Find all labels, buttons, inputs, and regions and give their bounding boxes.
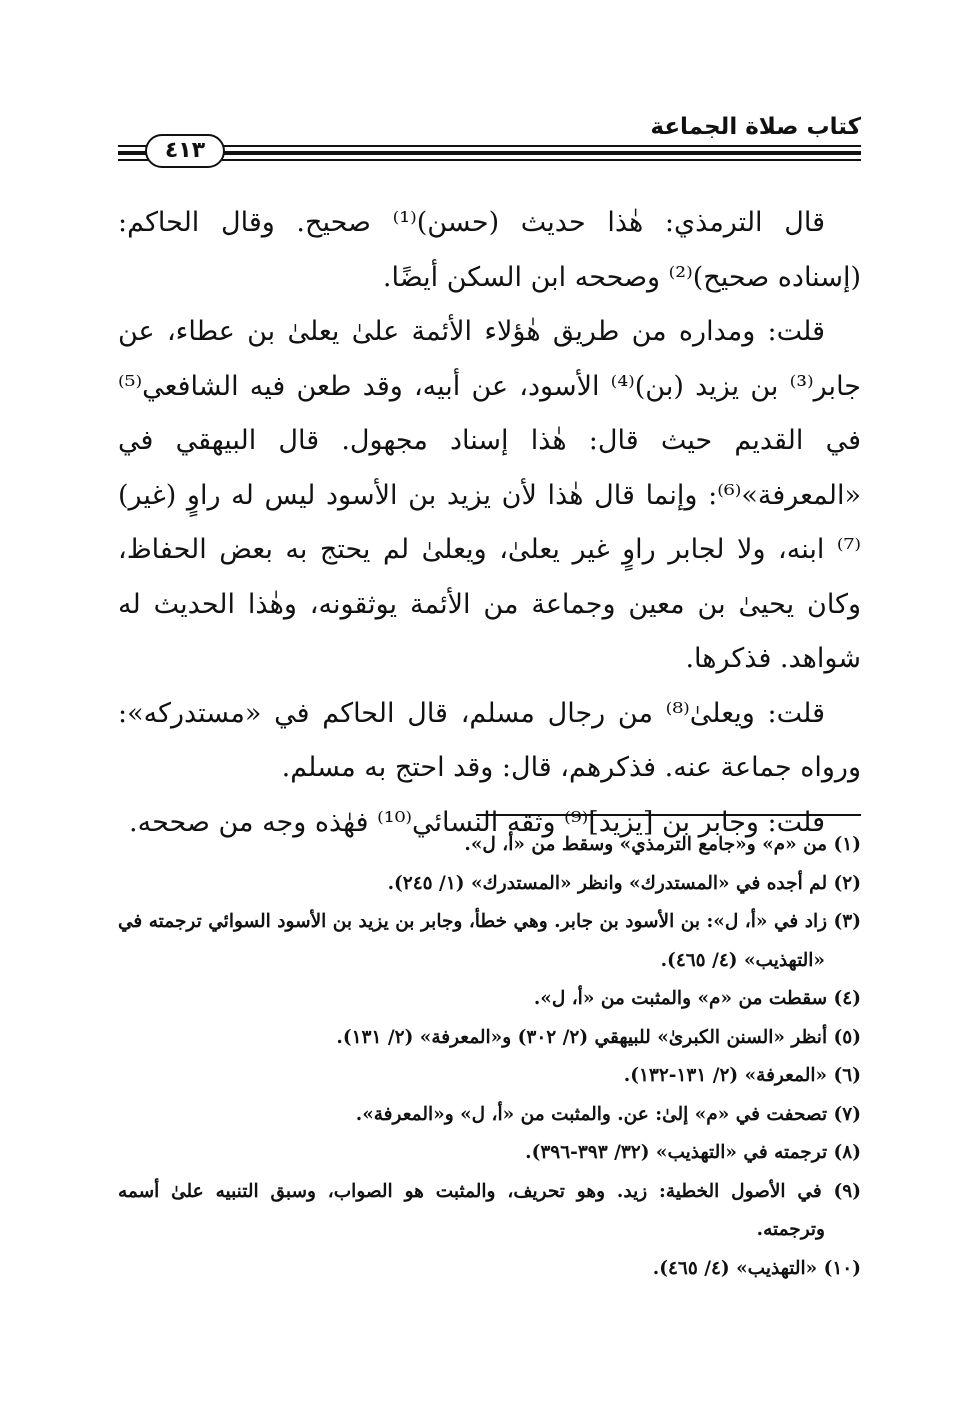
header-rule-top — [118, 145, 861, 147]
main-text — [118, 196, 861, 850]
footnote-item: (٨) ترجمته في «التهذيب» (٣٢/ ٣٩٣-٣٩٦). — [525, 1142, 861, 1163]
body-paragraph: قلت: وجابر بن [يزيد]⁽⁹⁾ وثقه النسائي⁽¹⁰⁾ فهٰذه وجه من صححه. — [129, 806, 825, 838]
footnote-separator — [476, 814, 861, 816]
footnote-item: (٥) أنظر «السنن الكبرىٰ» للبيهقي (٢/ ٣٠٢) و«المعرفة» (٢/ ١٣١). — [336, 1026, 861, 1048]
body-paragraph: قلت: ويعلىٰ⁽⁸⁾ من رجال مسلم، قال الحاكم في «مستدركه»: ورواه جماعة عنه. فذكرهم، قال: وقد احتج به مسلم. — [118, 697, 861, 783]
footnote-item: (٧) تصحفت في «م» إلىٰ: عن. والمثبت من «أ، ل» و«المعرفة». — [355, 1103, 861, 1125]
header-rule-thick — [118, 151, 861, 155]
footnote-item: (٤) سقطت من «م» والمثبت من «أ، ل». — [533, 988, 861, 1009]
footnote-item: (٢) لم أجده في «المستدرك» وانظر «المستدرك» (١/ ٢٤٥). — [387, 872, 861, 894]
header-rule-bottom — [118, 159, 861, 161]
running-header-title: كتاب صلاة الجماعة — [650, 114, 861, 140]
page-number: ٤١٣ — [164, 138, 206, 163]
footnote-item: (١) من «م» و«جامع الترمذي» وسقط من «أ، ل». — [464, 834, 861, 855]
footnote-item: (٣) زاد في «أ، ل»: بن الأسود بن جابر. وهي خطأ، وجابر بن يزيد بن الأسود السوائي ترجمته في «التهذيب» (٤/ ٤٦٥). — [118, 911, 861, 971]
footnote-item: (٦) «المعرفة» (٢/ ١٣١-١٣٢). — [623, 1065, 861, 1086]
footnote-item: (١٠) «التهذيب» (٤/ ٤٦٥). — [652, 1257, 861, 1279]
body-paragraph: قال الترمذي: هٰذا حديث (حسن)⁽¹⁾ صحيح. وقال الحاكم: (إسناده صحيح)⁽²⁾ وصححه ابن السكن أيضًا. — [118, 207, 861, 293]
footnote-item: (٩) في الأصول الخطية: زيد. وهو تحريف، والمثبت هو الصواب، وسبق التنبيه علىٰ أسمه وترجمته. — [118, 1180, 861, 1240]
footnotes — [118, 826, 861, 1288]
body-paragraph: قلت: ومداره من طريق هٰؤلاء الأئمة علىٰ يعلىٰ بن عطاء، عن جابر⁽³⁾ بن يزيد (بن)⁽⁴⁾ الأسود، عن أبيه، وقد طعن فيه الشافعي⁽⁵⁾ في القديم حيث قال: هٰذا إسناد مجهول. قال البيهقي في «المعرفة»⁽⁶⁾: وإنما قال هٰذا لأن يزيد بن الأسود ليس له راوٍ (غير)⁽⁷⁾ ابنه، ولا لجابر راوٍ غير يعلىٰ، ويعلىٰ لم يحتج به بعض الحفاظ، وكان يحيىٰ بن معين وجماعة من الأئمة يوثقونه، وهٰذا الحديث له شواهد. فذكرها. — [118, 316, 861, 674]
page-number-badge — [145, 134, 225, 168]
